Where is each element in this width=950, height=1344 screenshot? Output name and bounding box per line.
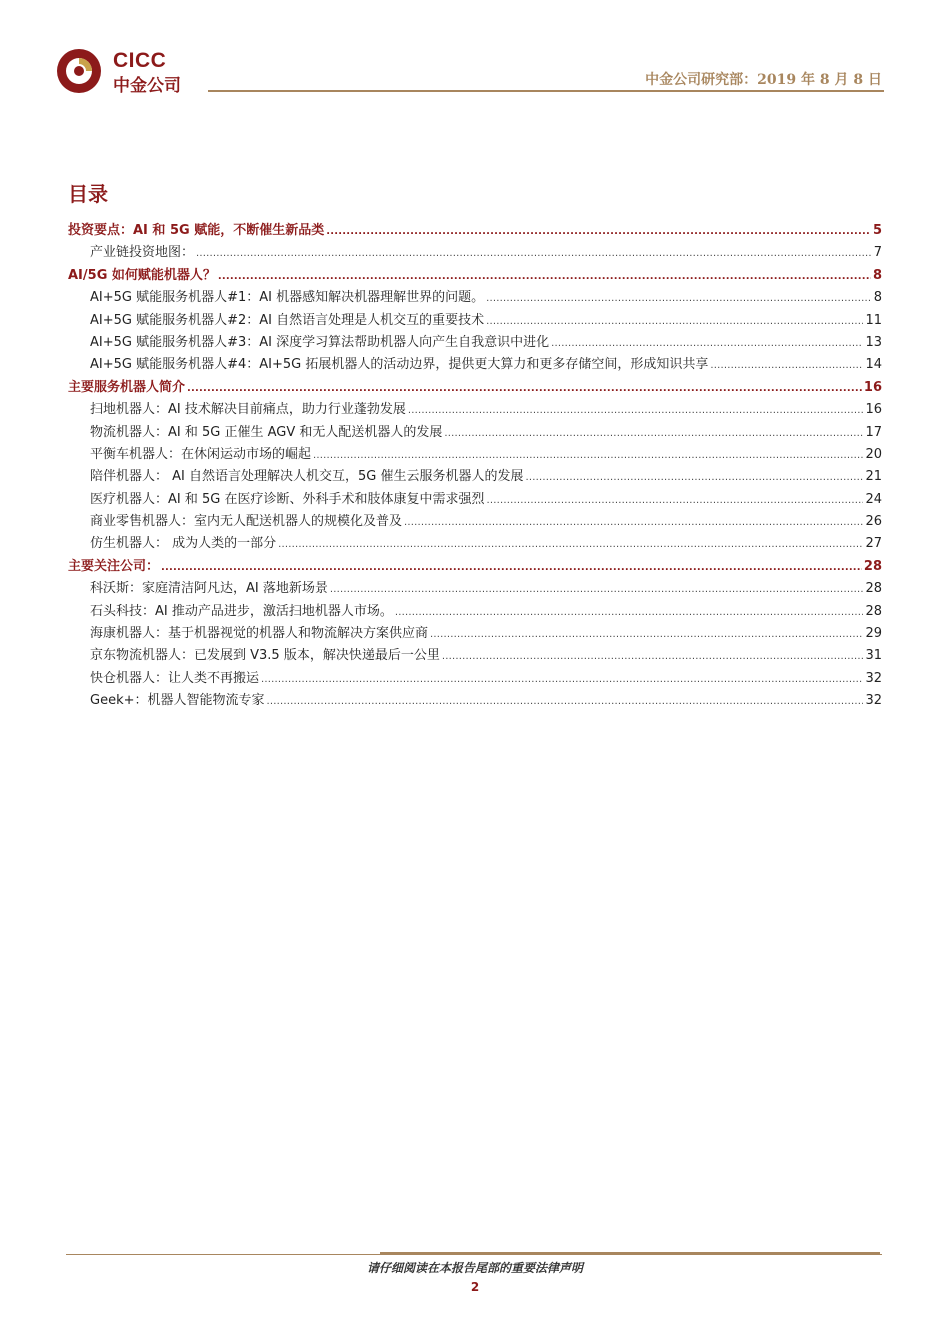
toc-entry[interactable] — [68, 443, 882, 465]
toc-leader — [486, 495, 863, 506]
toc-entry-label: AI+5G 赋能服务机器人#4：AI+5G 拓展机器人的活动边界，提供更大算力和更多存储空间，形成知识共享 — [90, 357, 709, 373]
toc-entry-page: 20 — [865, 446, 882, 462]
toc-entry[interactable] — [68, 600, 882, 622]
toc-entry-page: 8 — [873, 290, 882, 306]
toc-entry[interactable] — [68, 219, 882, 241]
toc-entry[interactable] — [68, 286, 882, 308]
cicc-logo — [55, 47, 195, 97]
toc-entry[interactable] — [68, 264, 882, 286]
toc-entry[interactable] — [68, 644, 882, 666]
toc-leader — [261, 674, 863, 685]
toc-leader — [444, 428, 863, 439]
toc-leader — [486, 316, 863, 327]
toc-entry-label: AI/5G 如何赋能机器人？ — [68, 267, 216, 283]
toc-entry-label: 石头科技：AI 推动产品进步，激活扫地机器人市场。 — [90, 603, 393, 619]
toc-entry-page: 8 — [872, 267, 882, 283]
toc-entry-label: 陪伴机器人： AI 自然语言处理解决人机交互，5G 催生云服务机器人的发展 — [90, 469, 524, 485]
toc-entry[interactable] — [68, 353, 882, 375]
toc-entry[interactable] — [68, 331, 882, 353]
toc-leader — [161, 562, 862, 573]
logo-text-en: CICC — [113, 49, 167, 72]
toc-entry-label: 商业零售机器人：室内无人配送机器人的规模化及普及 — [90, 514, 403, 530]
toc-entry-label: AI+5G 赋能服务机器人#3：AI 深度学习算法帮助机器人向产生自我意识中进化 — [90, 334, 550, 350]
toc-leader — [551, 338, 863, 349]
toc-entry-label: AI+5G 赋能服务机器人#2：AI 自然语言处理是人机交互的重要技术 — [90, 312, 485, 328]
toc-entry[interactable] — [68, 577, 882, 599]
toc-title: 目录 — [68, 182, 108, 206]
toc-entry-label: 海康机器人：基于机器视觉的机器人和物流解决方案供应商 — [90, 626, 429, 642]
toc-entry[interactable] — [68, 510, 882, 532]
toc-entry-page: 28 — [865, 603, 882, 619]
toc-entry-page: 14 — [865, 357, 882, 373]
toc-leader — [404, 517, 863, 528]
toc-entry-page: 32 — [865, 693, 882, 709]
toc-leader — [326, 226, 871, 237]
toc-leader — [267, 696, 864, 707]
toc-entry-page: 17 — [865, 424, 882, 440]
logo-text-cn: 中金公司 — [113, 76, 181, 96]
toc-entry-page: 24 — [865, 491, 882, 507]
toc-entry-page: 32 — [865, 670, 882, 686]
toc-entry-label: 主要服务机器人简介 — [68, 379, 186, 395]
toc-entry-label: 仿生机器人： 成为人类的一部分 — [90, 536, 277, 552]
toc-entry[interactable] — [68, 309, 882, 331]
toc-entry-page: 27 — [865, 536, 882, 552]
toc-entry-page: 5 — [872, 223, 882, 238]
table-of-contents — [68, 219, 882, 712]
toc-entry-label: 医疗机器人：AI 和 5G 在医疗诊断、外科手术和肢体康复中需求强烈 — [90, 491, 485, 507]
header-department-date: 中金公司研究部：2019 年 8 月 8 日 — [645, 72, 882, 88]
legal-disclaimer-note: 请仔细阅读在本报告尾部的重要法律声明 — [366, 1261, 583, 1275]
toc-entry-page: 29 — [865, 626, 882, 642]
toc-leader — [710, 360, 863, 371]
toc-entry-page: 28 — [865, 581, 882, 597]
toc-entry[interactable] — [68, 398, 882, 420]
toc-entry-label: 产业链投资地图： — [90, 245, 195, 261]
toc-entry-label: AI+5G 赋能服务机器人#1：AI 机器感知解决机器理解世界的问题。 — [90, 290, 485, 306]
toc-entry-label: 物流机器人：AI 和 5G 正催生 AGV 和无人配送机器人的发展 — [90, 424, 443, 440]
toc-leader — [408, 405, 864, 416]
toc-leader — [196, 248, 872, 259]
toc-entry-label: 平衡车机器人：在休闲运动市场的崛起 — [90, 446, 312, 462]
footer-divider-accent — [380, 1252, 880, 1255]
toc-entry[interactable] — [68, 465, 882, 487]
toc-entry[interactable] — [68, 421, 882, 443]
toc-entry[interactable] — [68, 555, 882, 577]
toc-leader — [395, 607, 864, 618]
toc-entry-label: 京东物流机器人：已发展到 V3.5 版本，解决快递最后一公里 — [90, 648, 440, 664]
toc-entry-page: 16 — [863, 379, 882, 395]
toc-entry-label: 科沃斯：家庭清洁阿凡达，AI 落地新场景 — [90, 581, 328, 597]
toc-leader — [313, 450, 863, 461]
toc-entry[interactable] — [68, 241, 882, 263]
toc-entry-page: 31 — [865, 648, 882, 664]
toc-entry-label: 扫地机器人：AI 技术解决目前痛点，助力行业蓬勃发展 — [90, 402, 406, 418]
toc-leader — [218, 271, 871, 282]
toc-entry[interactable] — [68, 667, 882, 689]
toc-entry-page: 13 — [865, 334, 882, 350]
toc-entry[interactable] — [68, 532, 882, 554]
toc-entry-page: 16 — [865, 402, 882, 418]
toc-entry-page: 28 — [863, 558, 882, 574]
cicc-coin-icon — [55, 47, 103, 95]
toc-leader — [486, 293, 872, 304]
toc-leader — [278, 539, 863, 550]
toc-entry-page: 21 — [865, 469, 882, 485]
toc-leader — [525, 472, 863, 483]
toc-entry-label: Geek+：机器人智能物流专家 — [90, 693, 265, 709]
header-divider — [208, 90, 884, 92]
toc-entry-page: 7 — [873, 245, 882, 261]
toc-entry-label: 主要关注公司： — [68, 558, 160, 574]
toc-entry-label: 投资要点：AI 和 5G 赋能，不断催生新品类 — [68, 223, 325, 238]
toc-entry[interactable] — [68, 488, 882, 510]
toc-entry[interactable] — [68, 376, 882, 398]
toc-entry[interactable] — [68, 622, 882, 644]
toc-entry[interactable] — [68, 689, 882, 711]
toc-leader — [187, 383, 862, 394]
page-number: 2 — [470, 1280, 480, 1294]
toc-entry-page: 11 — [865, 312, 882, 328]
toc-entry-label: 快仓机器人：让人类不再搬运 — [90, 670, 260, 686]
toc-leader — [442, 651, 864, 662]
toc-entry-page: 26 — [865, 514, 882, 530]
toc-leader — [330, 584, 864, 595]
toc-leader — [430, 629, 863, 640]
